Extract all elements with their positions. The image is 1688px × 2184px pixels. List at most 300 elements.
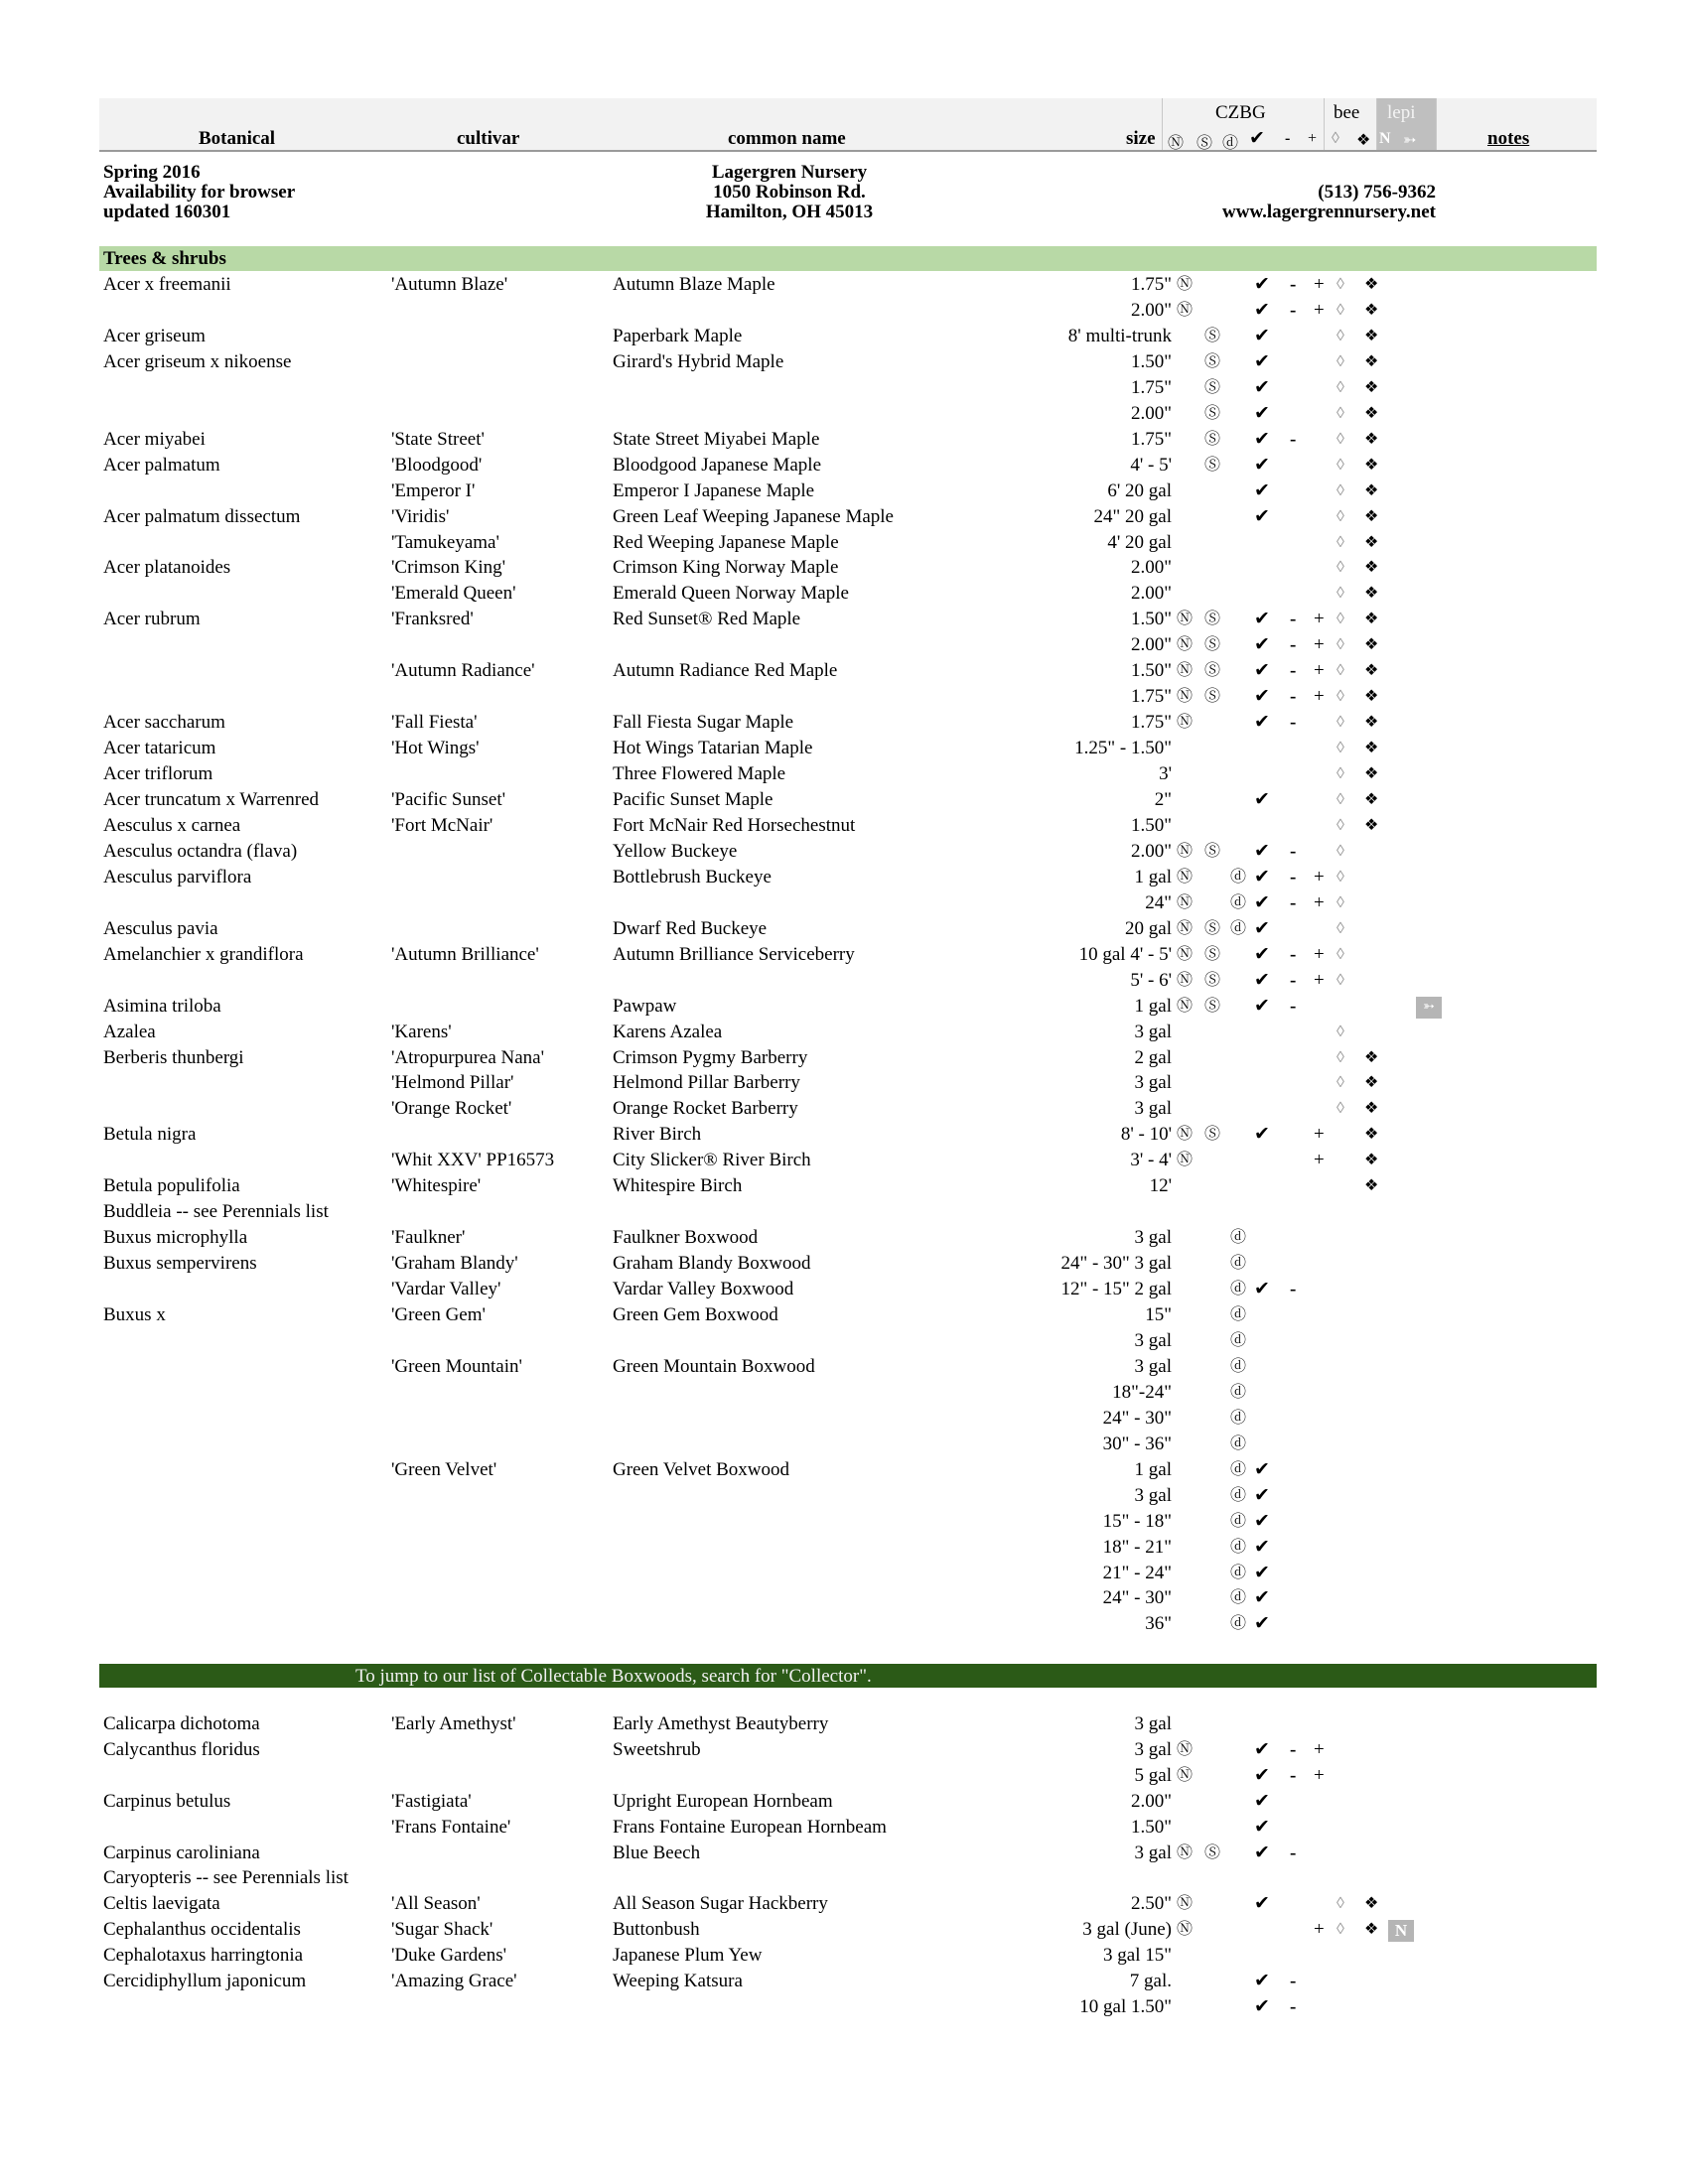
botanical-name: Acer rubrum <box>103 609 201 630</box>
cultivar-name: 'Green Velvet' <box>391 1458 497 1480</box>
size-value: 1 gal <box>1134 995 1172 1017</box>
column-header-band <box>99 98 1597 152</box>
check-icon: ✔ <box>1254 1738 1270 1760</box>
clover-icon: ❖ <box>1364 1100 1379 1118</box>
bee-icon: ◊ <box>1336 301 1344 319</box>
common-name: State Street Miyabei Maple <box>613 428 820 450</box>
botanical-name: Celtis laevigata <box>103 1893 220 1915</box>
bee-icon: ◊ <box>1336 1921 1344 1939</box>
common-name: Frans Fontaine European Hornbeam <box>613 1816 887 1838</box>
common-name: Upright European Hornbeam <box>613 1790 833 1812</box>
check-icon: ✔ <box>1254 969 1270 991</box>
common-name: Orange Rocket Barberry <box>613 1098 798 1120</box>
deer-resistant-icon: ⓓ <box>1230 1383 1247 1401</box>
bee-icon: ◊ <box>1336 1048 1344 1066</box>
clover-icon: ❖ <box>1364 301 1379 319</box>
table-row <box>0 1561 1688 1586</box>
table-row <box>0 1070 1688 1096</box>
bee-icon: ◊ <box>1336 868 1344 886</box>
lepi-header: lepi <box>1387 102 1416 123</box>
southern-icon: Ⓢ <box>1204 971 1221 989</box>
botanical-name: Cephalotaxus harringtonia <box>103 1945 304 1967</box>
check-icon: ✔ <box>1254 1536 1270 1558</box>
bee-icon: ◊ <box>1336 456 1344 474</box>
check-icon: ✔ <box>1254 1971 1270 1991</box>
nursery-address <box>695 163 884 222</box>
bee-icon: ◊ <box>1336 714 1344 732</box>
minus-icon: - <box>1290 969 1297 991</box>
minus-icon: - <box>1290 1842 1297 1863</box>
cultivar-name: 'Karens' <box>391 1021 452 1042</box>
size-value: 2 gal <box>1134 1046 1172 1068</box>
southern-icon: Ⓢ <box>1204 1843 1221 1861</box>
bee-icon: ◊ <box>1336 276 1344 293</box>
clover-icon: ❖ <box>1364 559 1379 577</box>
plus-icon: + <box>1314 1764 1325 1786</box>
table-row <box>0 1969 1688 1994</box>
common-name: Blue Beech <box>613 1842 701 1863</box>
clover-icon: ❖ <box>1364 816 1379 834</box>
size-value: 21" - 24" <box>1102 1562 1172 1583</box>
table-row <box>0 813 1688 839</box>
table-row <box>0 890 1688 916</box>
check-icon: ✔ <box>1254 1764 1270 1786</box>
native-icon: Ⓝ <box>1177 1921 1194 1939</box>
table-row <box>0 581 1688 607</box>
minus-icon: - <box>1290 609 1297 630</box>
size-value: 3 gal (June) <box>1082 1919 1172 1941</box>
table-row <box>0 632 1688 658</box>
cultivar-name: 'Early Amethyst' <box>391 1713 516 1734</box>
cultivar-name: 'Autumn Radiance' <box>391 660 535 682</box>
table-row <box>0 736 1688 761</box>
check-icon: ✔ <box>1254 995 1270 1017</box>
size-value: 24" - 30" <box>1102 1407 1172 1429</box>
southern-icon: Ⓢ <box>1204 456 1221 474</box>
clover-icon: ❖ <box>1364 662 1379 680</box>
bee-icon: ◊ <box>1336 1100 1344 1118</box>
size-value: 5 gal <box>1134 1764 1172 1786</box>
deer-resistant-icon: ⓓ <box>1230 1460 1247 1478</box>
size-value: 12' <box>1149 1175 1172 1197</box>
native-icon: Ⓝ <box>1177 301 1194 319</box>
size-value: 24" 20 gal <box>1093 505 1172 527</box>
availability-label: Availability for browser <box>103 182 296 203</box>
cultivar-name: 'Fastigiata' <box>391 1790 472 1812</box>
bee-header-icon: ◊ <box>1332 130 1339 147</box>
clover-icon: ❖ <box>1364 533 1379 551</box>
botanical-name: Acer griseum <box>103 325 206 346</box>
size-value: 20 gal <box>1125 917 1172 939</box>
botanical-name: Acer tataricum <box>103 738 216 759</box>
size-value: 1.50" <box>1130 814 1172 836</box>
cultivar-name: 'Hot Wings' <box>391 738 480 759</box>
botanical-name: Carpinus caroliniana <box>103 1842 260 1863</box>
size-value: 1.25" - 1.50" <box>1074 738 1172 759</box>
native-icon: Ⓝ <box>1177 971 1194 989</box>
clover-icon: ❖ <box>1364 1895 1379 1913</box>
table-row <box>0 453 1688 478</box>
cultivar-name: 'Sugar Shack' <box>391 1919 493 1941</box>
size-value: 3 gal <box>1134 1738 1172 1760</box>
size-value: 1.50" <box>1130 660 1172 682</box>
table-row <box>0 865 1688 890</box>
clover-header-icon: ❖ <box>1356 132 1371 149</box>
cultivar-name: 'Graham Blandy' <box>391 1253 518 1275</box>
botanical-name: Acer miyabei <box>103 428 206 450</box>
boxwood-collector-banner <box>99 1664 1597 1688</box>
clover-icon: ❖ <box>1364 378 1379 396</box>
table-row <box>0 1199 1688 1225</box>
native-icon: Ⓝ <box>1177 1740 1194 1758</box>
cultivar-name: 'Viridis' <box>391 505 450 527</box>
check-icon: ✔ <box>1254 1562 1270 1583</box>
southern-icon: Ⓢ <box>1204 688 1221 706</box>
table-row <box>0 427 1688 453</box>
botanical-name: Aesculus octandra (flava) <box>103 840 298 862</box>
botanical-name: Acer palmatum dissectum <box>103 505 301 527</box>
cultivar-name: 'Franksred' <box>391 609 474 630</box>
botanical-name: Acer triflorum <box>103 763 213 785</box>
plus-icon: + <box>1314 686 1325 708</box>
minus-icon: - <box>1290 891 1297 913</box>
minus-icon: - <box>1290 299 1297 321</box>
banner-text: To jump to our list of Collectable Boxwoods, search for "Collector". <box>355 1666 872 1687</box>
table-row <box>0 916 1688 942</box>
table-row <box>0 298 1688 324</box>
czbg-divider <box>1162 98 1163 150</box>
bee-icon: ◊ <box>1336 352 1344 370</box>
check-icon: ✔ <box>1254 1790 1270 1812</box>
table-row <box>0 1328 1688 1354</box>
plus-icon: + <box>1314 1150 1325 1171</box>
bee-icon: ◊ <box>1336 842 1344 860</box>
check-icon: ✔ <box>1254 917 1270 939</box>
botanical-name: Buxus x <box>103 1304 166 1325</box>
table-row <box>0 839 1688 865</box>
native-icon: Ⓝ <box>1177 1152 1194 1169</box>
native-n-icon: N <box>1388 1920 1414 1942</box>
botanical-name: Acer platanoides <box>103 557 231 579</box>
contact-info <box>1222 183 1436 222</box>
common-name: All Season Sugar Hackberry <box>613 1893 828 1915</box>
botanical-name: Calicarpa dichotoma <box>103 1713 260 1734</box>
table-row <box>0 684 1688 710</box>
cultivar-header: cultivar <box>457 128 520 149</box>
table-row <box>0 375 1688 401</box>
minus-icon: - <box>1290 428 1297 450</box>
cultivar-name: 'Duke Gardens' <box>391 1945 507 1967</box>
deer-resistant-icon: ⓓ <box>1230 1434 1247 1452</box>
size-value: 2.00" <box>1130 634 1172 656</box>
cultivar-name: 'Green Gem' <box>391 1304 486 1325</box>
native-icon: Ⓝ <box>1177 842 1194 860</box>
size-header: size <box>1126 128 1156 149</box>
cultivar-name: 'State Street' <box>391 428 485 450</box>
deer-resistant-icon: ⓓ <box>1230 1306 1247 1323</box>
size-value: 4' 20 gal <box>1107 531 1172 553</box>
phone-number: (513) 756-9362 <box>1318 182 1436 203</box>
notes-divider <box>1436 98 1437 150</box>
minus-icon: - <box>1290 1279 1297 1300</box>
table-row <box>0 1865 1688 1891</box>
table-row <box>0 504 1688 530</box>
size-value: 1.75" <box>1130 274 1172 295</box>
common-name: Green Gem Boxwood <box>613 1304 778 1325</box>
size-value: 4' - 5' <box>1130 454 1172 476</box>
bee-icon: ◊ <box>1336 893 1344 911</box>
botanical-name: Acer x freemanii <box>103 274 231 295</box>
table-row <box>0 1173 1688 1199</box>
native-icon: Ⓝ <box>1177 919 1194 937</box>
table-row <box>0 1122 1688 1148</box>
common-name: Early Amethyst Beautyberry <box>613 1713 829 1734</box>
botanical-name: Acer saccharum <box>103 712 225 734</box>
size-value: 1.75" <box>1130 712 1172 734</box>
plus-icon: + <box>1314 1124 1325 1146</box>
minus-icon: - <box>1290 943 1297 965</box>
common-name: Green Leaf Weeping Japanese Maple <box>613 505 894 527</box>
botanical-name: Betula nigra <box>103 1124 197 1146</box>
size-value: 2.50" <box>1130 1893 1172 1915</box>
check-icon: ✔ <box>1254 1458 1270 1480</box>
size-value: 2.00" <box>1130 583 1172 605</box>
southern-icon: Ⓢ <box>1204 662 1221 680</box>
common-name: Autumn Brilliance Serviceberry <box>613 943 855 965</box>
deer-resistant-icon: ⓓ <box>1230 919 1247 937</box>
table-row <box>0 1225 1688 1251</box>
size-value: 3' <box>1159 763 1172 785</box>
southern-icon: Ⓢ <box>1204 352 1221 370</box>
common-name: Green Mountain Boxwood <box>613 1355 815 1377</box>
botanical-name: Buxus microphylla <box>103 1227 248 1249</box>
bee-icon: ◊ <box>1336 378 1344 396</box>
clover-icon: ❖ <box>1364 1126 1379 1144</box>
clover-icon: ❖ <box>1364 1921 1379 1939</box>
size-value: 1 gal <box>1134 866 1172 887</box>
plus-icon: + <box>1314 609 1325 630</box>
southern-icon: Ⓢ <box>1204 919 1221 937</box>
bee-header: bee <box>1334 102 1360 123</box>
native-header-icon: Ⓝ <box>1168 135 1185 152</box>
clover-icon: ❖ <box>1364 1152 1379 1169</box>
lepi-divider <box>1376 98 1377 150</box>
botanical-name: Aesculus x carnea <box>103 814 241 836</box>
botanical-name: Berberis thunbergi <box>103 1046 244 1068</box>
butterfly-icon: ➳ <box>1416 997 1442 1019</box>
bee-icon: ◊ <box>1336 816 1344 834</box>
website-link[interactable]: www.lagergrennursery.net <box>1222 202 1436 222</box>
common-name: Emperor I Japanese Maple <box>613 479 815 501</box>
size-value: 15" - 18" <box>1102 1510 1172 1532</box>
size-value: 3 gal <box>1134 1355 1172 1377</box>
botanical-name: Acer griseum x nikoense <box>103 350 292 372</box>
table-row <box>0 1020 1688 1045</box>
deer-resistant-icon: ⓓ <box>1230 1229 1247 1247</box>
minus-icon: - <box>1290 660 1297 682</box>
size-value: 3 gal <box>1134 1098 1172 1120</box>
common-name: Pawpaw <box>613 995 677 1017</box>
bee-icon: ◊ <box>1336 481 1344 499</box>
native-icon: Ⓝ <box>1177 893 1194 911</box>
clover-icon: ❖ <box>1364 1074 1379 1092</box>
minus-icon: - <box>1290 1764 1297 1786</box>
cultivar-name: 'Autumn Blaze' <box>391 274 508 295</box>
size-value: 8' multi-trunk <box>1067 325 1172 346</box>
bee-icon: ◊ <box>1336 971 1344 989</box>
cultivar-name: 'Fall Fiesta' <box>391 712 478 734</box>
botanical-name: Cephalanthus occidentalis <box>103 1919 301 1941</box>
check-icon: ✔ <box>1254 634 1270 656</box>
table-row <box>0 994 1688 1020</box>
common-name: Whitespire Birch <box>613 1175 743 1197</box>
size-value: 10 gal 1.50" <box>1079 1995 1172 2017</box>
table-row <box>0 658 1688 684</box>
minus-icon: - <box>1290 1971 1297 1991</box>
clover-icon: ❖ <box>1364 636 1379 654</box>
common-name: Girard's Hybrid Maple <box>613 350 784 372</box>
table-row <box>0 1045 1688 1071</box>
table-row <box>0 1457 1688 1483</box>
southern-icon: Ⓢ <box>1204 611 1221 628</box>
botanical-name: Betula populifolia <box>103 1175 240 1197</box>
bee-icon: ◊ <box>1336 611 1344 628</box>
botanical-name: Asimina triloba <box>103 995 221 1017</box>
size-value: 2.00" <box>1130 557 1172 579</box>
deer-resistant-icon: ⓓ <box>1230 1357 1247 1375</box>
table-row <box>0 324 1688 349</box>
table-row <box>0 1789 1688 1815</box>
table-row <box>0 787 1688 813</box>
native-icon: Ⓝ <box>1177 611 1194 628</box>
plus-icon: + <box>1314 969 1325 991</box>
size-value: 7 gal. <box>1129 1971 1172 1991</box>
common-name: Paperbark Maple <box>613 325 743 346</box>
minus-icon: - <box>1290 712 1297 734</box>
common-name: Autumn Radiance Red Maple <box>613 660 838 682</box>
common-name: Green Velvet Boxwood <box>613 1458 790 1480</box>
check-icon: ✔ <box>1254 891 1270 913</box>
minus-icon: - <box>1290 634 1297 656</box>
check-icon: ✔ <box>1254 686 1270 708</box>
table-row <box>0 968 1688 994</box>
deer-resistant-icon: ⓓ <box>1230 1512 1247 1530</box>
native-icon: Ⓝ <box>1177 1843 1194 1861</box>
cultivar-name: 'All Season' <box>391 1893 481 1915</box>
southern-icon: Ⓢ <box>1204 404 1221 422</box>
table-row <box>0 1354 1688 1380</box>
cultivar-name: 'Helmond Pillar' <box>391 1072 514 1094</box>
botanical-name: Buddleia -- see Perennials list <box>103 1201 329 1223</box>
size-value: 1.75" <box>1130 376 1172 398</box>
native-icon: Ⓝ <box>1177 276 1194 293</box>
bee-icon: ◊ <box>1336 404 1344 422</box>
size-value: 1.50" <box>1130 1816 1172 1838</box>
native-icon: Ⓝ <box>1177 636 1194 654</box>
plus-header-icon: + <box>1308 130 1318 147</box>
bee-icon: ◊ <box>1336 765 1344 783</box>
botanical-name: Caryopteris -- see Perennials list <box>103 1867 349 1889</box>
bee-divider <box>1324 98 1325 150</box>
cultivar-name: 'Emperor I' <box>391 479 476 501</box>
cultivar-name: 'Bloodgood' <box>391 454 483 476</box>
plus-icon: + <box>1314 866 1325 887</box>
size-value: 30" - 36" <box>1102 1433 1172 1454</box>
butterfly-header-icon: ➳ <box>1403 132 1417 149</box>
cultivar-name: 'Whit XXV' PP16573 <box>391 1150 555 1171</box>
clover-icon: ❖ <box>1364 1177 1379 1195</box>
bee-icon: ◊ <box>1336 740 1344 757</box>
botanical-name: Acer truncatum x Warrenred <box>103 789 320 810</box>
check-icon: ✔ <box>1254 428 1270 450</box>
common-name: Fall Fiesta Sugar Maple <box>613 712 794 734</box>
native-icon: Ⓝ <box>1177 1895 1194 1913</box>
deer-resistant-icon: ⓓ <box>1230 1615 1247 1633</box>
clover-icon: ❖ <box>1364 740 1379 757</box>
cultivar-name: 'Autumn Brilliance' <box>391 943 539 965</box>
botanical-name: Acer palmatum <box>103 454 220 476</box>
check-icon: ✔ <box>1254 376 1270 398</box>
size-value: 18"-24" <box>1112 1381 1172 1403</box>
check-icon: ✔ <box>1254 505 1270 527</box>
common-name: Crimson Pygmy Barberry <box>613 1046 808 1068</box>
common-name: Emerald Queen Norway Maple <box>613 583 849 605</box>
cultivar-name: 'Crimson King' <box>391 557 506 579</box>
size-value: 1.75" <box>1130 428 1172 450</box>
table-row <box>0 1611 1688 1637</box>
bee-icon: ◊ <box>1336 327 1344 344</box>
minus-icon: - <box>1290 1738 1297 1760</box>
table-row <box>0 478 1688 504</box>
table-row <box>0 607 1688 632</box>
clover-icon: ❖ <box>1364 352 1379 370</box>
plus-icon: + <box>1314 891 1325 913</box>
clover-icon: ❖ <box>1364 714 1379 732</box>
southern-icon: Ⓢ <box>1204 1126 1221 1144</box>
botanical-header: Botanical <box>199 128 276 149</box>
check-icon: ✔ <box>1254 1842 1270 1863</box>
botanical-name: Carpinus betulus <box>103 1790 231 1812</box>
southern-icon: Ⓢ <box>1204 945 1221 963</box>
table-row <box>0 1432 1688 1457</box>
clover-icon: ❖ <box>1364 765 1379 783</box>
table-row <box>0 1711 1688 1737</box>
table-row <box>0 1891 1688 1917</box>
cultivar-name: 'Whitespire' <box>391 1175 482 1197</box>
bee-icon: ◊ <box>1336 585 1344 603</box>
check-icon: ✔ <box>1254 1995 1270 2017</box>
common-name: River Birch <box>613 1124 702 1146</box>
check-icon: ✔ <box>1254 660 1270 682</box>
city-address: Hamilton, OH 45013 <box>705 202 874 222</box>
check-icon: ✔ <box>1254 325 1270 346</box>
clover-icon: ❖ <box>1364 1048 1379 1066</box>
size-value: 1.75" <box>1130 686 1172 708</box>
botanical-name: Aesculus pavia <box>103 917 218 939</box>
size-value: 3 gal <box>1134 1072 1172 1094</box>
size-value: 12" - 15" 2 gal <box>1060 1279 1172 1300</box>
clover-icon: ❖ <box>1364 585 1379 603</box>
bee-icon: ◊ <box>1336 688 1344 706</box>
size-value: 24" <box>1145 891 1172 913</box>
check-icon: ✔ <box>1254 1816 1270 1838</box>
table-row <box>0 1815 1688 1841</box>
common-name: Pacific Sunset Maple <box>613 789 774 810</box>
minus-icon: - <box>1290 866 1297 887</box>
native-icon: Ⓝ <box>1177 714 1194 732</box>
common-name: Autumn Blaze Maple <box>613 274 775 295</box>
bee-icon: ◊ <box>1336 1895 1344 1913</box>
